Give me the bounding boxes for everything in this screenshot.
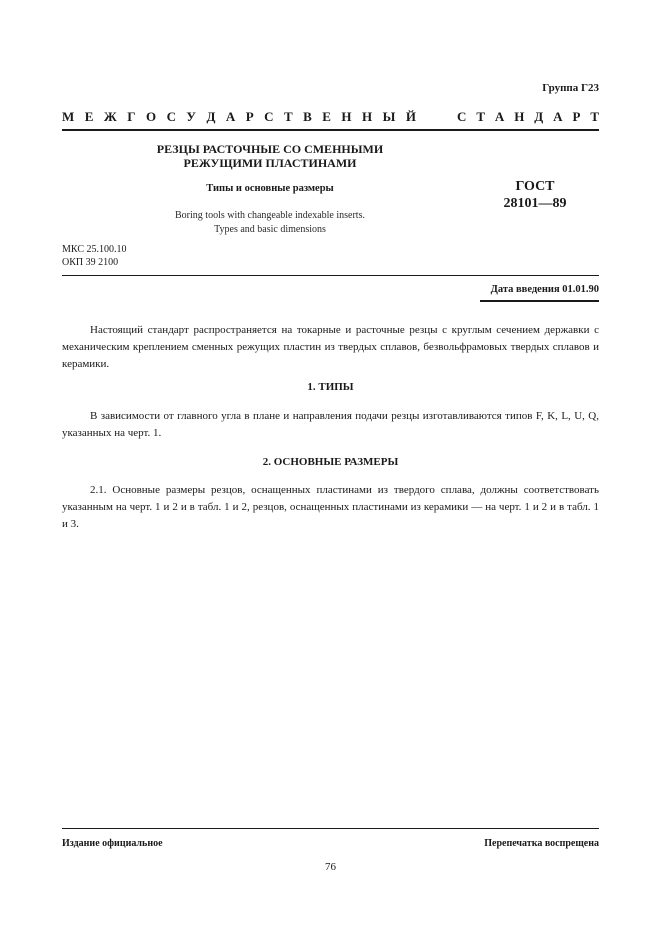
mks-code: МКС 25.100.10 [62, 244, 127, 255]
section-2-paragraph: 2.1. Основные размеры резцов, оснащенных пластинами из твердого сплава, должны соответствовать указанным на черт. 1 и 2 и в табл. 1 и 2, резцов, оснащенных пластинами из керамики — на черт. 1 и 2 и в табл. 1 и 3. [62, 484, 599, 530]
section-2-heading: 2. ОСНОВНЫЕ РАЗМЕРЫ [262, 456, 399, 468]
section-1-paragraph: В зависимости от главного угла в плане и направления подачи резцы изготавливаются типов F, K, L, U, Q, указанных на черт. 1. [62, 410, 599, 439]
document-subtitle: Типы и основные размеры [206, 183, 334, 194]
section-1-heading: 1. ТИПЫ [307, 381, 354, 393]
page-number: 76 [325, 861, 336, 873]
intro-paragraph: Настоящий стандарт распространяется на токарные и расточные резцы с круглым сечением державки с механическим креплением сменных режущих пластин из твердых сплавов, безвольфрамовых твердых сплавов и керамики. [62, 324, 599, 370]
document-title: РЕЗЦЫ РАСТОЧНЫЕ СО СМЕННЫМИ РЕЖУЩИМИ ПЛАСТИНАМИ [156, 142, 384, 170]
header-rule [62, 129, 599, 131]
gost-designation: ГОСТ 28101—89 [503, 179, 567, 211]
group-label: Группа Г23 [542, 82, 599, 94]
okp-code: ОКП 39 2100 [62, 257, 119, 268]
standard-word: С Т А Н Д А Р Т [457, 109, 599, 124]
official-edition-note: Издание официальное [62, 838, 163, 849]
footer-rule [62, 828, 599, 829]
interstate-standard-banner [62, 108, 599, 126]
codes-rule [62, 275, 599, 276]
interstate-word: М Е Ж Г О С У Д А Р С Т В Е Н Н Ы Й [62, 109, 416, 124]
classification-codes [62, 243, 126, 269]
effective-date: Дата введения 01.01.90 [490, 284, 599, 295]
reprint-prohibited-note: Перепечатка воспрещена [484, 838, 599, 849]
date-rule [480, 300, 599, 302]
english-title: Boring tools with changeable indexable inserts. Types and basic dimensions [175, 210, 365, 235]
